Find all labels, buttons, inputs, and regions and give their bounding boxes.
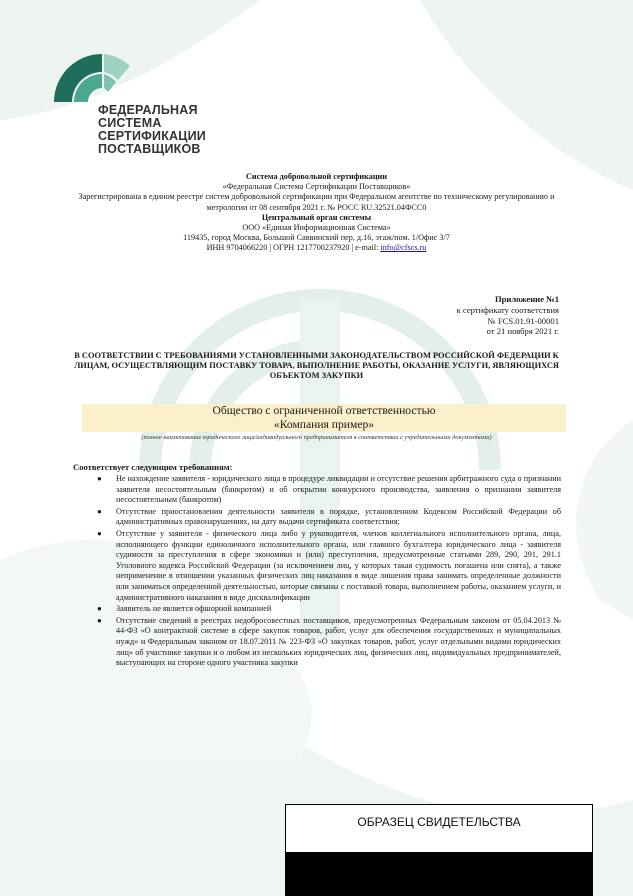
- requirements-heading: Соответствует следующим требованиям:: [73, 462, 233, 472]
- list-item: ● Заявитель не является офшорной компанией: [97, 604, 272, 614]
- list-item: ● Отсутствие приостановления деятельности заявителя в порядке, установленном Кодексом Российской Федерации об административных правонарушениях, на дату выдачи сертификата соответствия;: [97, 506, 561, 527]
- system-name: «Федеральная Система Сертификации Поставщиков»: [222, 182, 411, 192]
- company-name-line2: «Компания пример»: [273, 417, 375, 431]
- company-name-box: [82, 404, 566, 432]
- list-item: ● Отсутствие сведений в реестрах недобросовестных поставщиков, предусмотренных Федеральным законом от 05.04.2013 № 44-ФЗ «О контрактной системе в сфере закупок товаров, работ, услуг для обеспечения государственных и муниципальных нужд» и Федеральным законом от 18.07.2011 № 223-ФЗ «О закупках товаров, работ, услуг отдельными видами юридических лиц» об участнике закупки и о любом из нескольких юридических лиц, физических лиц, индивидуальных предпринимателей, выступающих на стороне одного участника закупки: [97, 615, 561, 668]
- company-name-line1: Общество с ограниченной ответственностью: [212, 404, 436, 417]
- certification-header: [60, 172, 573, 254]
- bullet-icon: ●: [97, 474, 102, 483]
- org-name: ООО «Единая Информационная Система»: [242, 223, 391, 233]
- appendix-info: [457, 294, 559, 337]
- list-item: ● Отсутствие у заявителя - физического лица либо у руководителя, членов коллегиального исполнительного органа, лица, исполняющего функции единоличного исполнительного органа, или главного бухгалтера юридического лица - заявителя судимости за преступления в сфере экономики и (или) преступления, предусмотренные статьями 289, 290, 291, 291.1 Уголовного кодекса Российской Федерации (за исключением лиц, у которых такая судимость погашена или снята), а также неприменение в отношении указанных физических лиц наказания в виде лишения права занимать определенные должности или заниматься определенной деятельностью, которые связаны с поставкой товара, выполнением работы, оказанием услуги, и административного наказания в виде дисквалификации: [97, 528, 561, 602]
- stamp-black-bar: [285, 852, 593, 896]
- bullet-icon: ●: [97, 604, 102, 614]
- bullet-icon: ●: [97, 528, 102, 538]
- company-name-caption: (полное наименование юридического лица/индивидуального предпринимателя в соответствии с учредительными документами): [141, 434, 492, 441]
- appendix-label: Приложение №1: [494, 294, 559, 304]
- email-link[interactable]: info@cfscs.ru: [380, 243, 427, 253]
- stamp-label: ОБРАЗЕЦ СВИДЕТЕЛЬСТВА: [357, 815, 521, 829]
- stamp-frame: [285, 804, 593, 852]
- requirements-list: [73, 474, 561, 670]
- system-title: Система добровольной сертификации: [246, 172, 387, 181]
- logo: [52, 52, 212, 162]
- logo-emblem-icon: [52, 52, 132, 104]
- bullet-icon: ●: [97, 615, 102, 625]
- central-body-title: Центральный орган системы: [261, 212, 372, 222]
- org-ids: ИНН 9704066220 | ОГРН 1217700237920 | e-mail: info@cfscs.ru: [206, 243, 427, 253]
- appendix-to-cert: к сертификату соответствия: [456, 304, 559, 315]
- certificate-date: от 21 ноября 2021 г.: [486, 326, 559, 337]
- bullet-icon: ●: [97, 506, 102, 516]
- org-address: 119435, город Москва, Большой Саввинский пер, д.16, этаж/пом. 1/Офис 3/7: [183, 233, 450, 243]
- logo-wordmark: ФЕДЕРАЛЬНАЯ СИСТЕМА СЕРТИФИКАЦИИ ПОСТАВЩИКОВ: [98, 103, 206, 156]
- list-item: ● Не нахождение заявителя - юридического лица в процедуре ликвидации и отсутствие решения арбитражного суда о признании заявителя несостоятельным (банкротом) и об открытии конкурсного производства, заявления о признании заявителя несостоятельным (банкротом): [97, 474, 561, 505]
- registration-text: Зарегистрирована в едином реестре систем добровольной сертификации при Федеральном агентстве по техническому регулированию и метрологии от 08 сентября 2021 г. № РОСС RU.32521.04ФСС0: [78, 192, 555, 212]
- document-title: В СООТВЕТСТВИИ С ТРЕБОВАНИЯМИ УСТАНОВЛЕННЫМИ ЗАКОНОДАТЕЛЬСТВОМ РОССИЙСКОЙ ФЕДЕРАЦИИ К ЛИЦАМ, ОСУЩЕСТВЛЯЮЩИМ ПОСТАВКУ ТОВАРА, ВЫПОЛНЕНИЕ РАБОТЫ, ОКАЗАНИЕ УСЛУГИ, ЯВЛЯЮЩИХСЯ ОБЪЕКТОМ ЗАКУПКИ: [74, 351, 559, 381]
- certificate-number: № FCS.01.91-00001: [487, 315, 559, 326]
- sample-stamp: [285, 804, 593, 896]
